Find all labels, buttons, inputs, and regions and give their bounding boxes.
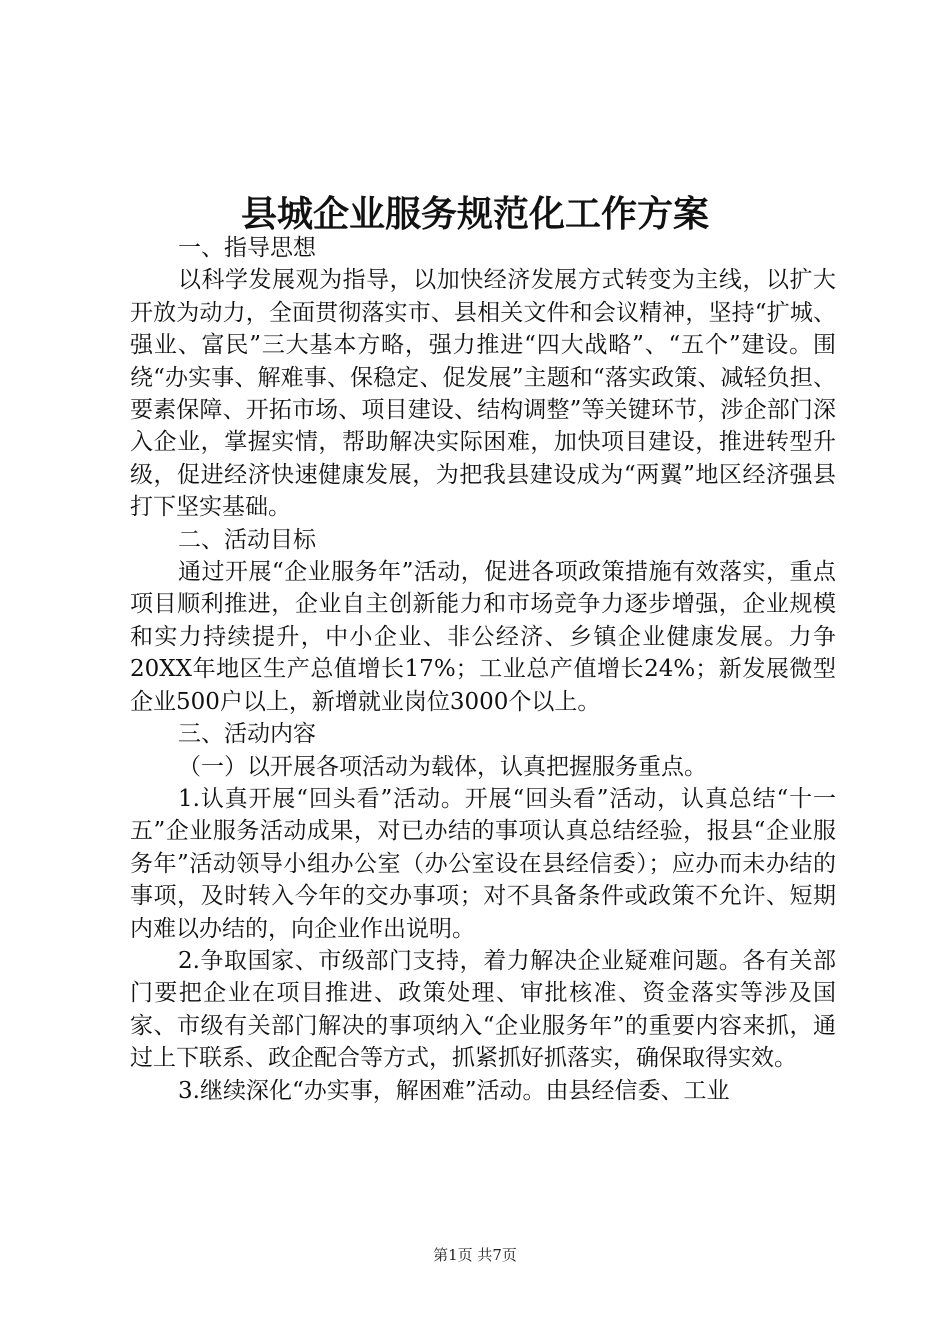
paragraph-item-1: 1.认真开展“回头看”活动。开展“回头看”活动，认真总结“十一五”企业服务活动成果，对已办结的事项认真总结经验，报县“企业服务年”活动领导小组办公室（办公室设在县经信委）；应办而未办结的事项，及时转入今年的交办事项；对不具备条件或政策不允许、短期内难以办结的，向企业作出说明。 [130,785,836,942]
section-heading-activity-content: 三、活动内容 [178,721,316,748]
paragraph-activity-goals: 通过开展“企业服务年”活动，促进各项政策措施有效落实，重点项目顺利推进，企业自主创新能力和市场竞争力逐步增强，企业规模和实力持续提升，中小企业、非公经济、乡镇企业健康发展。力争20XX年地区生产总值增长17%；工业总产值增长24%；新发展微型企业500户以上，新增就业岗位3000个以上。 [130,559,836,715]
document-title: 县城企业服务规范化工作方案 [240,193,709,235]
section-heading-guiding-ideology: 一、指导思想 [178,235,316,261]
document-body [130,232,836,1107]
paragraph-item-3: 3.继续深化“办实事，解困难”活动。由县经信委、工业 [178,1077,730,1104]
paragraph-item-2: 2.争取国家、市级部门支持，着力解决企业疑难问题。各有关部门要把企业在项目推进、政策处理、审批核准、资金落实等涉及国家、市级有关部门解决的事项纳入“企业服务年”的重要内容来抓，通过上下联系、政企配合等方式，抓紧抓好抓落实，确保取得实效。 [130,947,836,1072]
page-footer: 第1页 共7页 [433,1246,517,1264]
section-heading-activity-goals: 二、活动目标 [178,526,316,553]
subsection-heading-1: （一）以开展各项活动为载体，认真把握服务重点。 [178,753,707,780]
paragraph-guiding-ideology: 以科学发展观为指导，以加快经济发展方式转变为主线，以扩大开放为动力，全面贯彻落实市、县相关文件和会议精神，坚持“扩城、强业、富民”三大基本方略，强力推进“四大战略”、“五个”建设。围绕“办实事、解难事、保稳定、促发展”主题和“落实政策、减轻负担、要素保障、开拓市场、项目建设、结构调整”等关键环节，涉企部门深入企业，掌握实情，帮助解决实际困难，加快项目建设，推进转型升级，促进经济快速健康发展，为把我县建设成为“两翼”地区经济强县打下坚实基础。 [130,267,836,521]
